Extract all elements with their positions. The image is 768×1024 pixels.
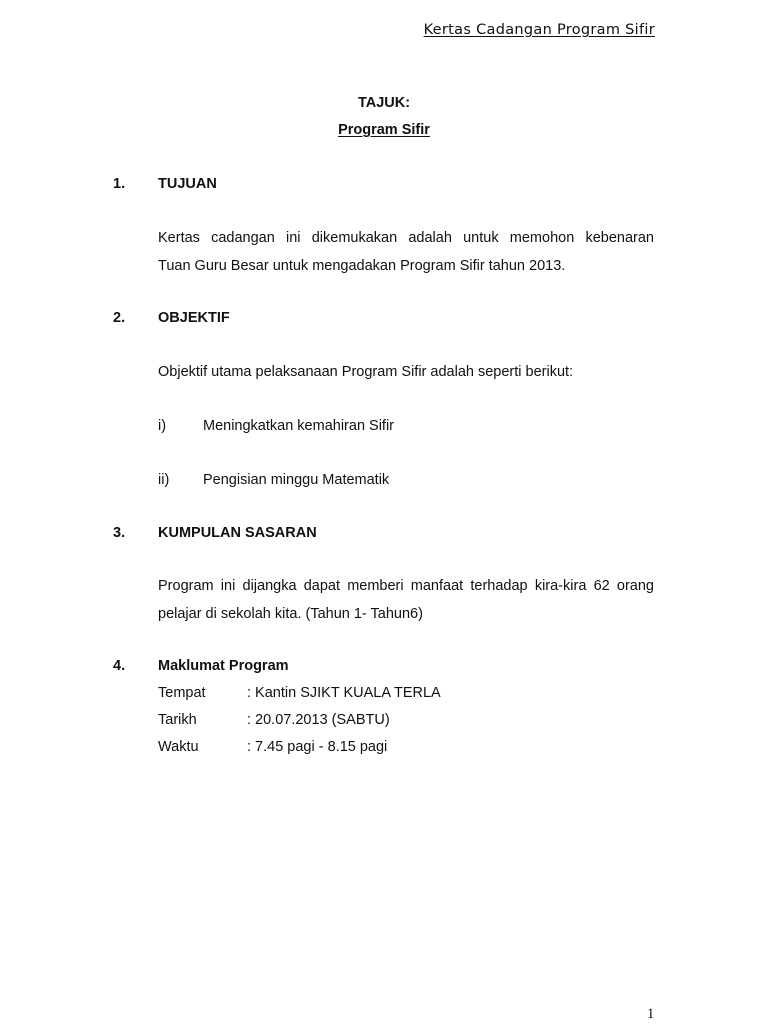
info-value-waktu: : 7.45 pagi - 8.15 pagi (247, 739, 388, 755)
section-3-number: 3. (113, 525, 126, 541)
section-4-number: 4. (113, 658, 126, 674)
section-1-line-2: Tuan Guru Besar untuk mengadakan Program Sifir tahun 2013. (158, 258, 566, 274)
section-3-line-2: pelajar di sekolah kita. (Tahun 1- Tahun6) (158, 606, 423, 622)
info-key-tempat: Tempat (158, 685, 206, 701)
section-4-title: Maklumat Program (158, 658, 289, 674)
tajuk-value: Program Sifir (338, 122, 430, 138)
section-2-title: OBJEKTIF (158, 310, 230, 326)
info-value-tarikh: : 20.07.2013 (SABTU) (247, 712, 390, 728)
tajuk-label: TAJUK: (357, 95, 411, 111)
info-value-tempat: : Kantin SJIKT KUALA TERLA (247, 685, 441, 701)
section-1-line-1: Kertas cadangan ini dikemukakan adalah untuk memohon kebenaran (158, 230, 654, 246)
info-key-waktu: Waktu (158, 739, 199, 755)
section-3-line-1: Program ini dijangka dapat memberi manfaat terhadap kira-kira 62 orang (158, 578, 654, 594)
info-key-tarikh: Tarikh (158, 712, 197, 728)
objective-item-2-text: Pengisian minggu Matematik (203, 472, 390, 488)
objective-item-1-marker: i) (158, 418, 167, 434)
document-header-title: Kertas Cadangan Program Sifir (423, 22, 655, 38)
section-2-number: 2. (113, 310, 126, 326)
section-2-intro: Objektif utama pelaksanaan Program Sifir adalah seperti berikut: (158, 364, 574, 380)
objective-item-2-marker: ii) (158, 472, 170, 488)
section-1-number: 1. (113, 176, 126, 192)
section-3-title: KUMPULAN SASARAN (158, 525, 317, 541)
section-1-paragraph (158, 224, 654, 280)
section-3-paragraph (158, 572, 654, 628)
page-number: 1 (647, 1006, 655, 1022)
objective-item-1-text: Meningkatkan kemahiran Sifir (203, 418, 395, 434)
section-1-title: TUJUAN (158, 176, 217, 192)
